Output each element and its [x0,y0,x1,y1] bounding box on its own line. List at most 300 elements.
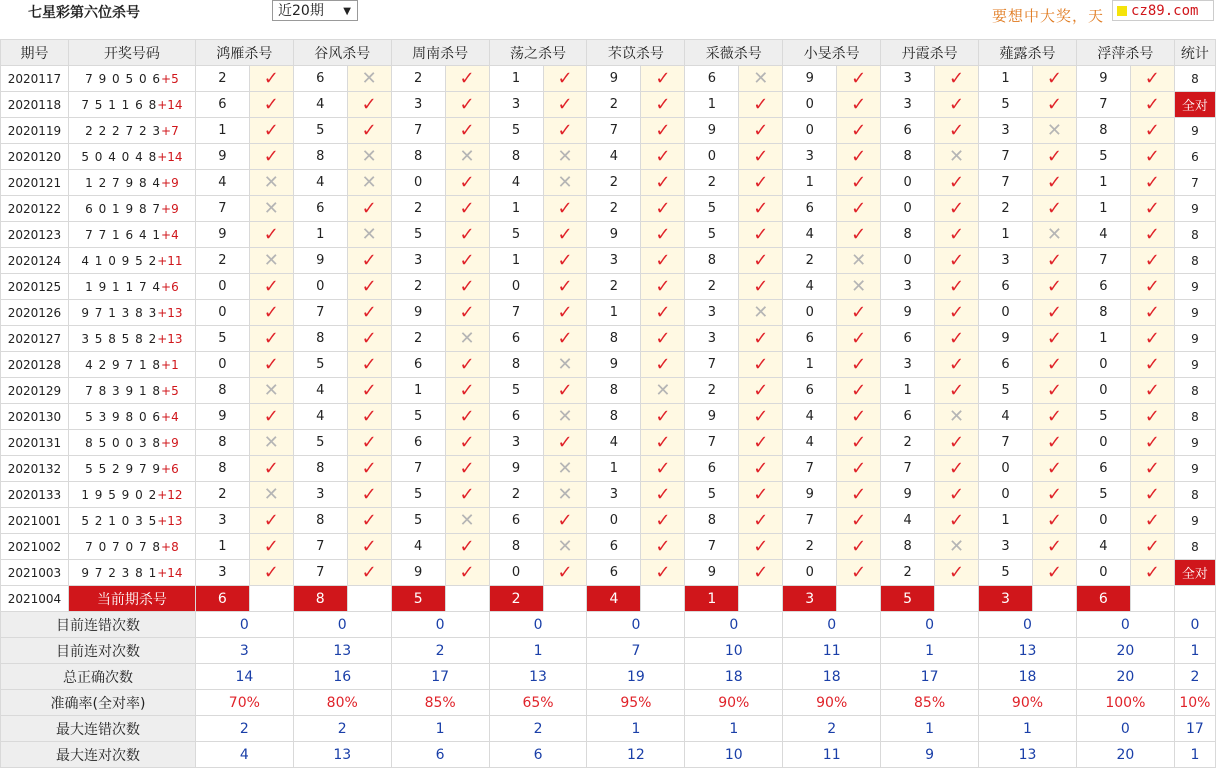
kill-number-cell: 1 [783,170,837,196]
current-kill-number: 2 [489,586,543,612]
check-mark: ✓ [655,276,671,297]
kill-number-cell: 4 [489,170,543,196]
kill-number-cell: 8 [293,144,347,170]
check-icon [543,378,587,404]
summary-value: 0 [195,612,293,638]
kill-number-cell: 9 [391,560,445,586]
draw-number-cell [68,170,195,196]
check-mark: ✓ [263,68,279,89]
cross-mark: ✕ [557,172,573,193]
check-icon [739,248,783,274]
kill-number-cell: 6 [195,92,249,118]
check-icon [837,378,881,404]
draw-sum: +6 [161,461,179,476]
draw-digits: 7 9 0 5 0 6 [85,71,162,86]
kill-number-cell: 2 [783,534,837,560]
cross-mark: ✕ [1046,224,1062,245]
summary-label: 总正确次数 [1,664,196,690]
kill-number-cell: 4 [293,92,347,118]
cross-icon [739,300,783,326]
check-icon [641,248,685,274]
check-mark: ✓ [655,432,671,453]
kill-number-cell: 0 [489,560,543,586]
check-icon [935,430,979,456]
check-mark: ✓ [459,172,475,193]
check-mark: ✓ [655,458,671,479]
cross-icon [837,248,881,274]
column-header: 鸿雁杀号 [195,40,293,66]
check-mark: ✓ [949,328,965,349]
check-icon [935,274,979,300]
check-mark: ✓ [753,536,769,557]
column-header: 丹霞杀号 [881,40,979,66]
kill-number-cell: 7 [587,118,641,144]
check-mark: ✓ [949,562,965,583]
kill-number-cell: 1 [979,508,1033,534]
check-icon [739,170,783,196]
check-icon [249,300,293,326]
cross-mark: ✕ [557,146,573,167]
check-icon [837,326,881,352]
kill-number-cell: 2 [391,326,445,352]
draw-digits: 1 2 7 9 8 4 [85,175,162,190]
check-icon [543,222,587,248]
check-icon [1130,560,1174,586]
draw-sum: +12 [157,487,183,502]
kill-number-cell: 9 [587,352,641,378]
kill-number-cell: 4 [587,430,641,456]
check-icon [1130,430,1174,456]
kill-number-cell: 9 [587,66,641,92]
kill-number-cell: 5 [979,92,1033,118]
cross-icon [249,196,293,222]
cross-mark: ✕ [557,406,573,427]
cross-mark: ✕ [361,172,377,193]
cross-mark: ✕ [361,146,377,167]
draw-sum: +6 [161,279,179,294]
summary-value: 70% [195,690,293,716]
summary-value: 9 [881,742,979,768]
check-icon [935,248,979,274]
summary-value: 6 [391,742,489,768]
stat-cell: 9 [1174,352,1215,378]
summary-stat: 1 [1174,742,1215,768]
column-header: 谷风杀号 [293,40,391,66]
summary-value: 85% [391,690,489,716]
check-icon [837,144,881,170]
kill-number-cell: 7 [881,456,935,482]
check-mark: ✓ [753,146,769,167]
draw-number-cell [68,92,195,118]
cross-mark: ✕ [263,484,279,505]
cross-mark: ✕ [753,302,769,323]
kill-number-cell: 3 [195,560,249,586]
cross-icon [543,534,587,560]
check-icon [445,300,489,326]
kill-number-cell: 9 [783,66,837,92]
check-mark: ✓ [459,432,475,453]
check-mark: ✓ [361,250,377,271]
check-mark: ✓ [1046,406,1062,427]
kill-number-cell: 4 [391,534,445,560]
check-icon [935,508,979,534]
kill-number-cell: 0 [1076,352,1130,378]
draw-sum: +5 [161,71,179,86]
kill-number-cell: 5 [293,118,347,144]
kill-number-cell: 0 [293,274,347,300]
table-row [1,300,1216,326]
kill-number-cell: 6 [685,456,739,482]
check-mark: ✓ [1046,562,1062,583]
table-row [1,196,1216,222]
draw-digits: 9 7 1 3 8 3 [81,305,158,320]
check-icon [837,92,881,118]
cross-icon [641,378,685,404]
stat-cell: 8 [1174,378,1215,404]
check-mark: ✓ [949,484,965,505]
check-mark: ✓ [263,354,279,375]
check-icon [543,248,587,274]
draw-sum: +14 [157,149,183,164]
empty-cell [445,586,489,612]
check-mark: ✓ [557,562,573,583]
kill-number-cell: 2 [391,274,445,300]
draw-number-cell [68,326,195,352]
check-mark: ✓ [655,120,671,141]
cross-icon [347,66,391,92]
check-icon [837,352,881,378]
check-mark: ✓ [459,276,475,297]
check-icon [543,508,587,534]
cross-mark: ✕ [557,536,573,557]
kill-number-cell: 0 [685,144,739,170]
kill-number-cell: 0 [783,92,837,118]
check-icon [445,222,489,248]
check-mark: ✓ [459,250,475,271]
summary-value: 0 [783,612,881,638]
check-mark: ✓ [263,536,279,557]
current-kill-number: 4 [587,586,641,612]
period-cell: 2020117 [1,66,69,92]
check-icon [1130,248,1174,274]
check-mark: ✓ [263,510,279,531]
kill-number-cell: 0 [881,196,935,222]
cross-icon [249,170,293,196]
empty-cell [837,586,881,612]
kill-number-cell: 9 [685,118,739,144]
summary-value: 7 [587,638,685,664]
check-icon [347,352,391,378]
stat-cell: 9 [1174,508,1215,534]
check-icon [249,274,293,300]
kill-number-cell: 1 [489,66,543,92]
kill-number-cell: 4 [881,508,935,534]
draw-sum: +13 [157,331,183,346]
check-mark: ✓ [949,250,965,271]
kill-number-cell: 1 [293,222,347,248]
kill-number-cell: 6 [685,66,739,92]
draw-digits: 6 0 1 9 8 7 [85,201,162,216]
period-cell: 2020118 [1,92,69,118]
cross-icon [1032,118,1076,144]
check-mark: ✓ [655,224,671,245]
check-icon [837,482,881,508]
kill-number-cell: 0 [195,274,249,300]
kill-number-cell: 9 [489,456,543,482]
check-icon [1032,274,1076,300]
check-icon [347,300,391,326]
check-icon [739,404,783,430]
check-icon [641,352,685,378]
check-mark: ✓ [655,562,671,583]
period-cell: 2020119 [1,118,69,144]
kill-number-cell: 3 [391,248,445,274]
check-mark: ✓ [851,94,867,115]
check-icon [641,508,685,534]
check-mark: ✓ [1046,458,1062,479]
summary-value: 12 [587,742,685,768]
check-mark: ✓ [1144,406,1160,427]
check-mark: ✓ [949,432,965,453]
kill-number-cell: 2 [195,248,249,274]
check-icon [249,456,293,482]
period-cell: 2020127 [1,326,69,352]
check-icon [1130,170,1174,196]
check-icon [641,534,685,560]
check-mark: ✓ [459,380,475,401]
stat-cell: 9 [1174,118,1215,144]
kill-number-cell: 2 [587,196,641,222]
stat-cell: 8 [1174,534,1215,560]
check-icon [935,196,979,222]
kill-number-cell: 7 [685,534,739,560]
kill-number-cell: 4 [1076,534,1130,560]
cross-mark: ✕ [263,198,279,219]
kill-number-cell: 6 [489,326,543,352]
period-cell: 2020122 [1,196,69,222]
kill-number-cell: 1 [587,456,641,482]
check-mark: ✓ [949,354,965,375]
check-mark: ✓ [851,120,867,141]
check-icon [739,560,783,586]
draw-sum: +4 [161,227,179,242]
table-row [1,274,1216,300]
kill-number-cell: 6 [293,66,347,92]
check-icon [249,92,293,118]
summary-stat: 10% [1174,690,1215,716]
check-mark: ✓ [655,354,671,375]
draw-number-cell [68,222,195,248]
column-header: 浮萍杀号 [1076,40,1174,66]
table-row [1,222,1216,248]
summary-value: 1 [881,716,979,742]
check-icon [837,170,881,196]
kill-number-cell: 0 [979,482,1033,508]
check-icon [935,352,979,378]
draw-number-cell [68,508,195,534]
check-mark: ✓ [459,536,475,557]
check-mark: ✓ [263,94,279,115]
check-mark: ✓ [1046,354,1062,375]
check-icon [837,456,881,482]
check-icon [1130,482,1174,508]
page-title: 七星彩第六位杀号 [28,5,140,21]
check-icon [739,118,783,144]
check-icon [347,534,391,560]
check-mark: ✓ [655,172,671,193]
check-mark: ✓ [263,276,279,297]
check-icon [935,118,979,144]
period-range-select[interactable] [272,0,358,21]
check-icon [347,92,391,118]
summary-stat: 1 [1174,638,1215,664]
kill-number-cell: 1 [587,300,641,326]
kill-number-cell: 1 [881,378,935,404]
check-icon [1032,534,1076,560]
draw-digits: 8 5 0 0 3 8 [85,435,162,450]
draw-digits: 5 5 2 9 7 9 [85,461,162,476]
kill-number-cell: 8 [1076,118,1130,144]
table-row [1,248,1216,274]
table-row [1,378,1216,404]
check-icon [739,456,783,482]
kill-number-cell: 2 [391,196,445,222]
empty-cell [543,586,587,612]
kill-number-cell: 6 [489,508,543,534]
stat-cell: 全对 [1174,560,1215,586]
summary-value: 95% [587,690,685,716]
kill-number-cell: 1 [195,534,249,560]
check-mark: ✓ [459,302,475,323]
summary-value: 1 [587,716,685,742]
check-icon [1130,118,1174,144]
site-logo[interactable] [1112,0,1214,21]
kill-number-cell: 8 [881,534,935,560]
kill-number-cell: 4 [979,404,1033,430]
kill-number-cell: 4 [293,170,347,196]
cross-mark: ✕ [655,380,671,401]
draw-digits: 7 0 7 0 7 8 [85,539,162,554]
stat-cell: 9 [1174,456,1215,482]
check-icon [543,118,587,144]
kill-number-cell: 2 [489,482,543,508]
kill-number-cell: 0 [881,248,935,274]
check-icon [347,404,391,430]
check-mark: ✓ [851,198,867,219]
summary-row [1,742,1216,768]
check-icon [739,430,783,456]
summary-value: 4 [195,742,293,768]
draw-digits: 1 9 1 1 7 4 [85,279,162,294]
check-mark: ✓ [459,562,475,583]
kill-number-cell: 7 [783,456,837,482]
kill-number-cell: 8 [489,534,543,560]
check-icon [837,534,881,560]
kill-number-cell: 8 [489,352,543,378]
summary-value: 65% [489,690,587,716]
kill-number-cell: 8 [195,430,249,456]
kill-number-cell: 5 [391,508,445,534]
current-kill-label: 当前期杀号 [68,586,195,612]
check-mark: ✓ [1046,510,1062,531]
kill-number-cell: 9 [881,300,935,326]
draw-sum: +8 [161,539,179,554]
check-icon [837,222,881,248]
check-icon [837,508,881,534]
check-icon [543,430,587,456]
check-mark: ✓ [557,250,573,271]
kill-number-cell: 6 [783,326,837,352]
kill-number-cell: 8 [881,222,935,248]
table-row [1,66,1216,92]
check-mark: ✓ [1046,172,1062,193]
draw-number-cell [68,118,195,144]
stat-cell: 9 [1174,300,1215,326]
check-mark: ✓ [263,146,279,167]
check-icon [641,274,685,300]
check-mark: ✓ [1144,94,1160,115]
check-icon [1032,66,1076,92]
check-icon [1032,560,1076,586]
kill-number-cell: 2 [881,430,935,456]
draw-digits: 4 2 9 7 1 8 [85,357,162,372]
kill-number-cell: 8 [587,326,641,352]
check-icon [739,482,783,508]
current-kill-number: 3 [979,586,1033,612]
kill-number-cell: 9 [1076,66,1130,92]
check-icon [543,66,587,92]
check-icon [1032,404,1076,430]
kill-number-cell: 8 [195,456,249,482]
kill-number-cell: 4 [293,404,347,430]
check-icon [739,196,783,222]
current-kill-number: 1 [685,586,739,612]
check-mark: ✓ [753,120,769,141]
empty-cell [347,586,391,612]
summary-value: 11 [783,638,881,664]
cross-mark: ✕ [459,328,475,349]
kill-number-cell: 6 [391,352,445,378]
check-icon [739,352,783,378]
check-mark: ✓ [361,354,377,375]
kill-number-cell: 9 [685,404,739,430]
draw-sum: +5 [161,383,179,398]
table-row [1,118,1216,144]
empty-cell [641,586,685,612]
current-kill-number: 5 [881,586,935,612]
check-icon [837,66,881,92]
check-mark: ✓ [851,406,867,427]
check-icon [1130,508,1174,534]
kill-number-cell: 0 [1076,430,1130,456]
kill-number-cell: 0 [195,352,249,378]
check-mark: ✓ [361,432,377,453]
summary-value: 1 [391,716,489,742]
draw-digits: 5 2 1 0 3 5 [81,513,158,528]
kill-number-cell: 9 [391,300,445,326]
draw-sum: +13 [157,513,183,528]
cross-icon [445,144,489,170]
check-mark: ✓ [1046,198,1062,219]
check-icon [1130,274,1174,300]
kill-number-cell: 4 [587,144,641,170]
check-mark: ✓ [557,302,573,323]
cross-mark: ✕ [459,510,475,531]
cross-mark: ✕ [949,146,965,167]
check-icon [935,300,979,326]
check-mark: ✓ [1144,536,1160,557]
kill-number-cell: 7 [1076,92,1130,118]
